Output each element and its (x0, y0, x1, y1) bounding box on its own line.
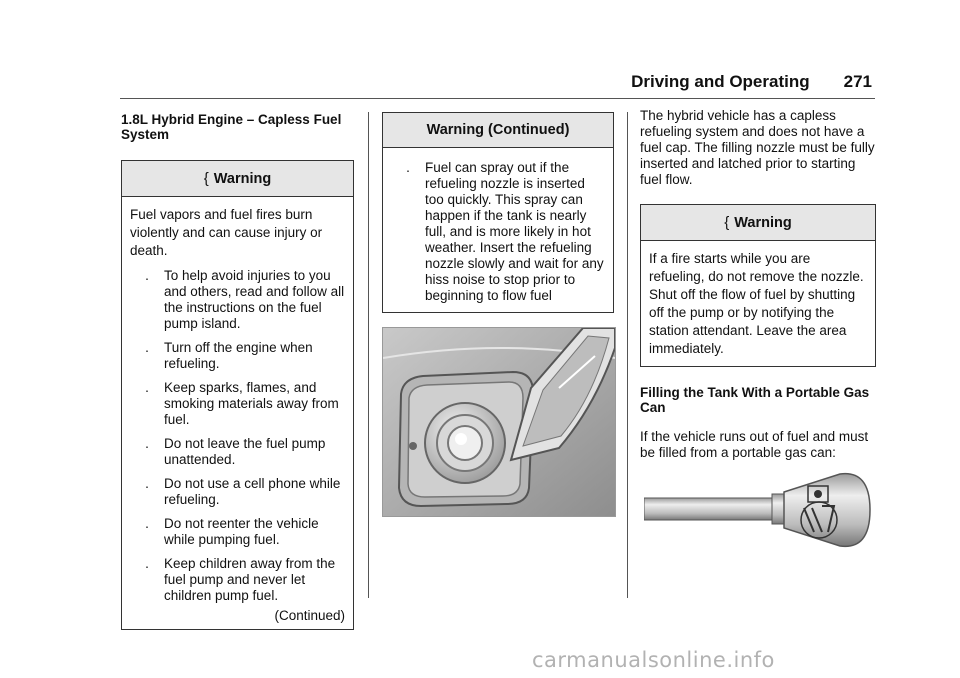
warning-icon: { (724, 214, 730, 231)
bullet-text: Do not reenter the vehicle while pumping fuel. (164, 516, 319, 547)
warning-bullet (391, 160, 605, 304)
warning-icon: { (203, 170, 209, 187)
bullet-text: Keep children away from the fuel pump and never let children pump fuel. (164, 556, 336, 603)
bullet-marker: . (145, 516, 149, 531)
portable-can-subhead: Filling the Tank With a Portable Gas Can (640, 385, 870, 415)
warning-bullet (130, 516, 345, 548)
bullet-marker: . (406, 160, 410, 175)
bullet-marker: . (145, 476, 149, 491)
header-rule (120, 98, 875, 99)
page-header (631, 72, 872, 92)
page-number: 271 (843, 72, 872, 91)
bullet-marker: . (145, 380, 149, 395)
continued-label: (Continued) (274, 608, 345, 623)
warning-title: Warning (734, 215, 792, 231)
fuel-door-illustration (382, 327, 616, 517)
continued-warning-box (382, 112, 614, 313)
column-2 (382, 112, 614, 313)
warning-bullet (130, 380, 345, 428)
bullet-marker: . (145, 340, 149, 355)
warning-title-bar (641, 205, 875, 241)
warning-bullet (130, 268, 345, 332)
column-divider-1 (368, 112, 369, 598)
warning-bullet (130, 556, 345, 604)
capless-intro: The hybrid vehicle has a capless refueling system and does not have a fuel cap. The filling nozzle must be fully inserted and latched prior to starting fuel flow. (640, 108, 875, 187)
bullet-marker: . (145, 556, 149, 571)
section-title: Driving and Operating (631, 72, 810, 91)
bullet-text: To help avoid injuries to you and others, read and follow all the instructions on the fuel pump island. (164, 268, 345, 331)
warning-intro: Fuel vapors and fuel fires burn violently and can cause injury or death. (130, 207, 323, 258)
warning-title: Warning (Continued) (426, 122, 570, 138)
warning-title: Warning (213, 171, 272, 187)
warning-bullet (130, 340, 345, 372)
warning-title-bar (122, 161, 353, 197)
column-3 (640, 108, 876, 461)
bullet-marker: . (145, 268, 149, 283)
warning-body (383, 148, 613, 312)
capless-funnel-illustration (644, 470, 874, 552)
bullet-text: Fuel can spray out if the refueling nozzle is inserted too quickly. This spray can happen if the tank is nearly full, and is more likely in hot weather. Insert the refueling nozzle slowly and wait for any hiss noise to stop prior to beginning to flow fuel (425, 160, 604, 303)
section-subhead: 1.8L Hybrid Engine – Capless Fuel System (121, 112, 342, 142)
portable-can-body: If the vehicle runs out of fuel and must be filled from a portable gas can: (640, 429, 869, 460)
bullet-text: Do not use a cell phone while refueling. (164, 476, 341, 507)
bullet-text: Keep sparks, flames, and smoking materials away from fuel. (164, 380, 339, 427)
bullet-text: Do not leave the fuel pump unattended. (164, 436, 326, 467)
warning-text: If a fire starts while you are refueling, do not remove the nozzle. Shut off the flow of fuel by shutting off the pump or by notifying the station attendant. Leave the area immediately. (649, 251, 864, 356)
warning-body (122, 197, 353, 629)
warning-bullet (130, 476, 345, 508)
column-divider-2 (627, 112, 628, 598)
column-1 (121, 112, 354, 630)
bullet-marker: . (145, 436, 149, 451)
warning-title-bar (383, 113, 613, 148)
watermark: carmanualsonline.info (532, 648, 775, 672)
warning-bullet (130, 436, 345, 468)
fire-warning-box (640, 204, 876, 367)
bullet-text: Turn off the engine when refueling. (164, 340, 313, 371)
fuel-warning-box (121, 160, 354, 630)
